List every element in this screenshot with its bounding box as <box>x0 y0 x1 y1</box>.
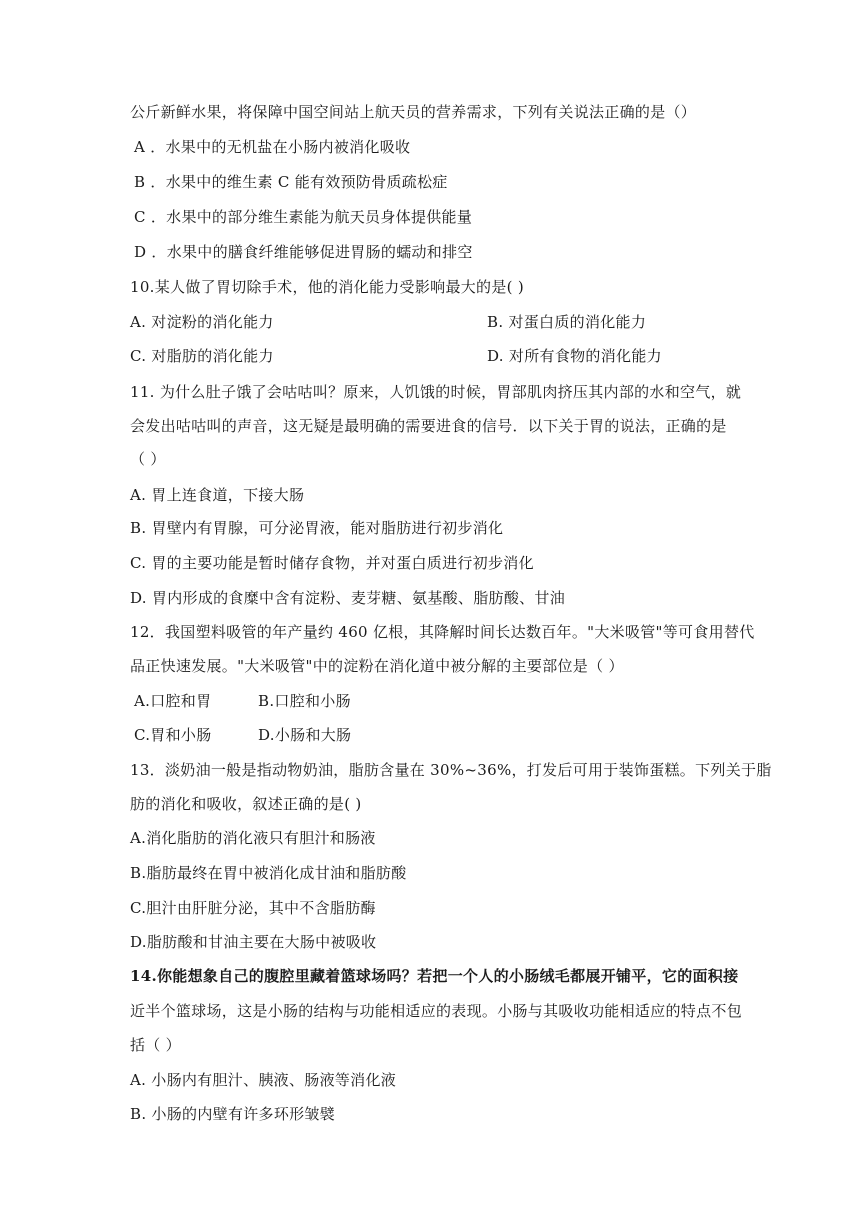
q10-option-c: C. 对脂肪的消化能力 <box>130 347 274 365</box>
q10-option-a: A. 对淀粉的消化能力 <box>130 313 274 331</box>
q12-stem-line-2: 品正快速发展。"大米吸管"中的淀粉在消化道中被分解的主要部位是（ ） <box>130 657 624 675</box>
q10-option-d: D. 对所有食物的消化能力 <box>487 347 662 365</box>
q10-stem: 10.某人做了胃切除手术，他的消化能力受影响最大的是( ) <box>130 278 525 296</box>
q11-option-a: A. 胃上连食道，下接大肠 <box>130 486 305 504</box>
q11-stem-line-1: 11. 为什么肚子饿了会咕咕叫？原来，人饥饿的时候，胃部肌肉挤压其内部的水和空气，就 <box>130 383 742 401</box>
q14-option-a: A. 小肠内有胆汁、胰液、肠液等消化液 <box>130 1071 397 1089</box>
q14-stem-line-3: 括（ ） <box>130 1036 181 1054</box>
q13-option-b: B.脂肪最终在胃中被消化成甘油和脂肪酸 <box>130 864 407 882</box>
q10-option-b: B. 对蛋白质的消化能力 <box>487 313 647 331</box>
q9-stem: 公斤新鲜水果，将保障中国空间站上航天员的营养需求，下列有关说法正确的是（） <box>130 103 697 121</box>
q9-option-a: A ．水果中的无机盐在小肠内被消化吸收 <box>134 138 411 156</box>
q13-option-d: D.脂肪酸和甘油主要在大肠中被吸收 <box>130 933 377 951</box>
q12-option-b: B.口腔和小肠 <box>258 692 351 710</box>
q12-option-a: A.口腔和胃 <box>134 692 212 710</box>
q13-stem-line-1: 13．淡奶油一般是指动物奶油，脂肪含量在 30%~36%，打发后可用于装饰蛋糕。下列关于脂 <box>130 761 772 779</box>
q14-stem-line-1: 14.你能想象自己的腹腔里藏着篮球场吗？若把一个人的小肠绒毛都展开铺平，它的面积接 <box>130 967 739 985</box>
q9-option-d: D ．水果中的膳食纤维能够促进胃肠的蠕动和排空 <box>134 243 473 261</box>
q11-option-d: D. 胃内形成的食糜中含有淀粉、麦芽糖、氨基酸、脂肪酸、甘油 <box>130 589 566 607</box>
q13-option-a: A.消化脂肪的消化液只有胆汁和肠液 <box>130 829 376 847</box>
q9-option-b: B ．水果中的维生素 C 能有效预防骨质疏松症 <box>134 173 448 191</box>
q11-option-c: C. 胃的主要功能是暂时储存食物，并对蛋白质进行初步消化 <box>130 554 534 572</box>
q12-option-d: D.小肠和大肠 <box>258 726 352 744</box>
q11-option-b: B. 胃壁内有胃腺，可分泌胃液，能对脂肪进行初步消化 <box>130 519 504 537</box>
q14-stem-line-2: 近半个篮球场，这是小肠的结构与功能相适应的表现。小肠与其吸收功能相适应的特点不包 <box>130 1002 743 1020</box>
q11-stem-line-2: 会发出咕咕叫的声音，这无疑是最明确的需要进食的信号．以下关于胃的说法，正确的是 <box>130 417 727 435</box>
q9-option-c: C ．水果中的部分维生素能为航天员身体提供能量 <box>134 208 473 226</box>
q12-stem-line-1: 12．我国塑料吸管的年产量约 460 亿根，其降解时间长达数百年。"大米吸管"等可食用替代 <box>130 623 755 641</box>
q13-stem-line-2: 肪的消化和吸收，叙述正确的是( ) <box>130 795 362 813</box>
q14-option-b: B. 小肠的内壁有许多环形皱襞 <box>130 1105 336 1123</box>
q12-option-c: C.胃和小肠 <box>134 726 212 744</box>
q11-stem-line-3: （ ） <box>130 450 166 468</box>
q13-option-c: C.胆汁由肝脏分泌，其中不含脂肪酶 <box>130 899 376 917</box>
